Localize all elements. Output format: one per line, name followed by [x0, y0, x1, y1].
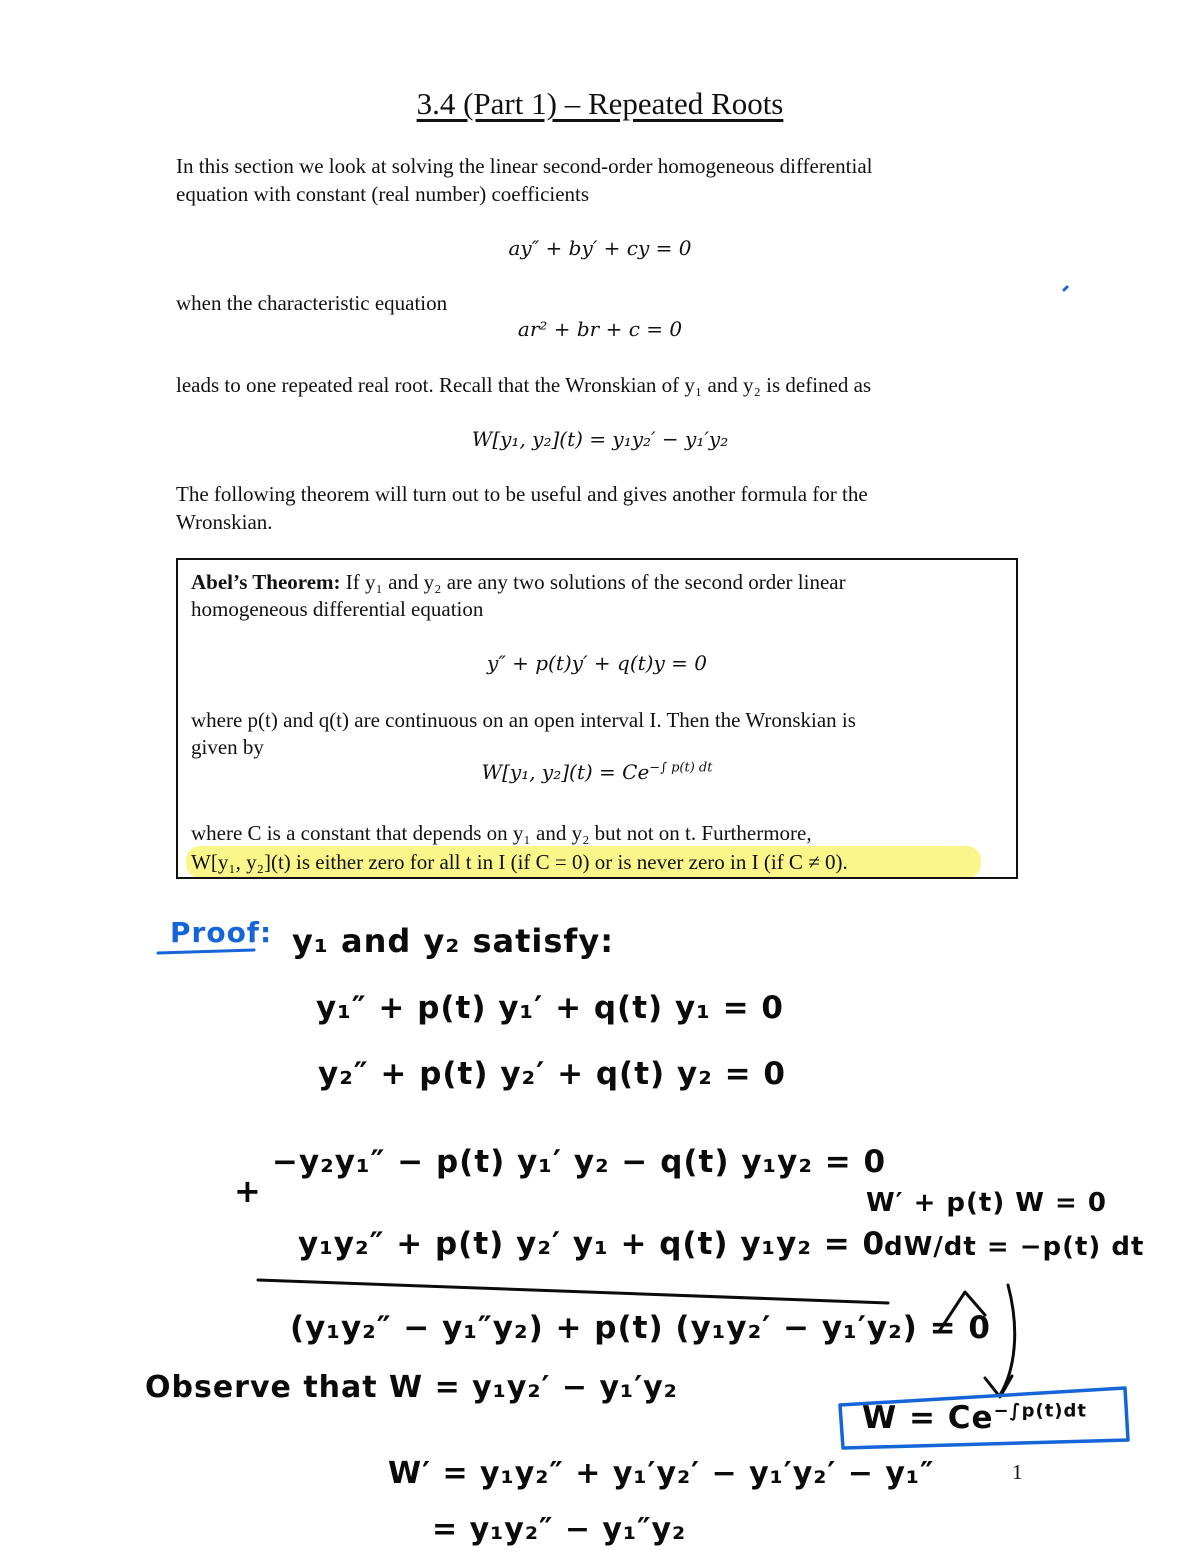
intro-when: when the characteristic equation [176, 291, 448, 315]
curve-arrow-stroke [1000, 1285, 1015, 1395]
plus-sign: + [234, 1172, 262, 1210]
theorem-name: Abel’s Theorem: [191, 570, 341, 594]
side-line-2: dW/dt = −p(t) dt [884, 1232, 1145, 1262]
hand-line-6: (y₁y₂″ − y₁″y₂) + p(t) (y₁y₂′ − y₁′y₂) = 0 [290, 1310, 991, 1346]
boxed-result [862, 1400, 1087, 1436]
theorem-line-2: homogeneous differential equation [191, 597, 484, 621]
intro-line-2: equation with constant (real number) coefficients [176, 182, 590, 206]
theorem-formula-base: W[y₁, y₂](t) = Ce [481, 760, 650, 784]
hand-line-8: = y₁y₂″ − y₁″y₂ [432, 1512, 687, 1547]
hand-line-2: y₁″ + p(t) y₁′ + q(t) y₁ = 0 [316, 990, 784, 1026]
side-line-1: W′ + p(t) W = 0 [866, 1188, 1107, 1218]
theorem-line-3: where p(t) and q(t) are continuous on an open interval I. Then the Wronskian is [191, 708, 856, 732]
observe-line: Observe that W = y₁y₂′ − y₁′y₂ [145, 1370, 678, 1405]
theorem-line-5: where C is a constant that depends on y₁ and y₂ but not on t. Furthermore, [191, 821, 812, 845]
proof-underline [158, 950, 254, 953]
equation-wronskian: W[y₁, y₂](t) = y₁y₂′ − y₁′y₂ [471, 427, 729, 451]
theorem-line-4: given by [191, 735, 264, 759]
stray-mark [1064, 287, 1067, 290]
proof-label: Proof: [170, 916, 273, 949]
following-line-2: Wronskian. [176, 510, 273, 534]
hand-line-4: −y₂y₁″ − p(t) y₁′ y₂ − q(t) y₁y₂ = 0 [272, 1144, 887, 1180]
boxed-result-base: W = Ce [862, 1400, 994, 1436]
intro-leads: leads to one repeated real root. Recall that the Wronskian of y₁ and y₂ is defined as [176, 373, 872, 397]
equation-ode: ay″ + by′ + cy = 0 [508, 236, 692, 260]
page-number: 1 [1012, 1460, 1023, 1484]
intro-line-1: In this section we look at solving the linear second-order homogeneous differential [176, 154, 873, 178]
sum-rule-line [258, 1280, 888, 1303]
theorem-line-1-text: If y₁ and y₂ are any two solutions of the second order linear [340, 570, 846, 594]
theorem-line-6: W[y₁, y₂](t) is either zero for all t in I (if C = 0) or is never zero in I (if C ≠ 0). [191, 850, 848, 874]
theorem-equation: y″ + p(t)y′ + q(t)y = 0 [487, 651, 707, 675]
boxed-result-exponent: −∫p(t)dt [993, 1400, 1088, 1422]
hand-line-3: y₂″ + p(t) y₂′ + q(t) y₂ = 0 [318, 1056, 786, 1092]
theorem-formula-exponent: −∫ p(t) dt [649, 760, 713, 776]
page-title: 3.4 (Part 1) – Repeated Roots [416, 86, 784, 121]
hand-line-5: y₁y₂″ + p(t) y₂′ y₁ + q(t) y₁y₂ = 0 [298, 1226, 886, 1262]
hand-line-1: y₁ and y₂ satisfy: [292, 922, 614, 960]
following-line-1: The following theorem will turn out to be useful and gives another formula for the [176, 482, 868, 506]
hand-line-7: W′ = y₁y₂″ + y₁′y₂′ − y₁′y₂′ − y₁″ [388, 1456, 935, 1491]
equation-characteristic: ar² + br + c = 0 [517, 317, 683, 341]
